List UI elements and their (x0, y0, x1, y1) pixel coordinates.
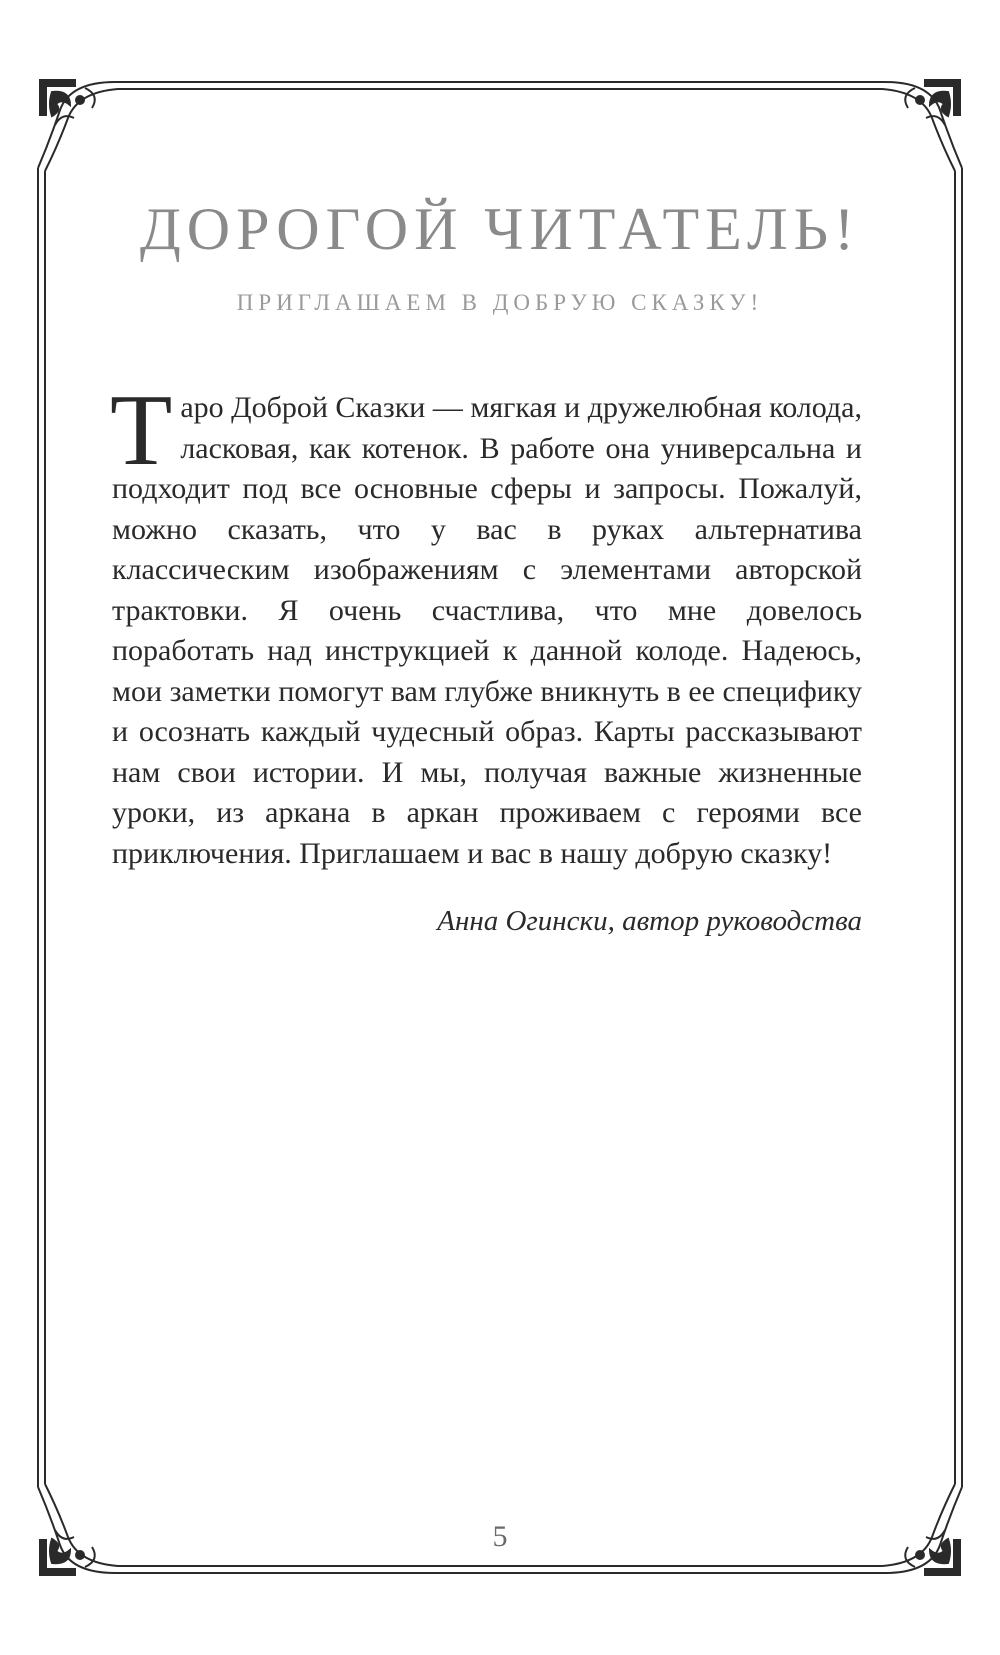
page-title: ДОРОГОЙ ЧИТАТЕЛЬ! (139, 196, 861, 262)
page-subtitle: ПРИГЛАШАЕМ В ДОБРУЮ СКАЗКУ! (236, 290, 764, 315)
corner-ornament-top-right (882, 80, 962, 171)
author-signature: Анна Огински, автор руководства (437, 905, 862, 937)
intro-paragraph-text: аро Доброй Сказки — мягкая и дружелюбная колода, ласковая, как котенок. В работе она универсальна и подходит под все основные сферы и запросы. Пожалуй, можно сказать, что у вас в руках альтернатива классическим изображениям с элементами авторской трактовки. Я очень счастлива, что мне довелось поработать над инструкцией к данной колоде. Надеюсь, мои заметки помогут вам глубже вникнуть в ее специфику и осознать каждый чудесный образ. Карты рассказывают нам свои истории. И мы, получая важные жизненные уроки, из аркана в аркан проживаем с героями все приключения. Приглашаем и вас в нашу добрую сказку! (112, 391, 862, 870)
intro-paragraph (110, 374, 862, 874)
drop-cap: Т (110, 374, 173, 487)
corner-ornament-top-left (38, 80, 118, 171)
page-number: 5 (492, 1520, 508, 1553)
